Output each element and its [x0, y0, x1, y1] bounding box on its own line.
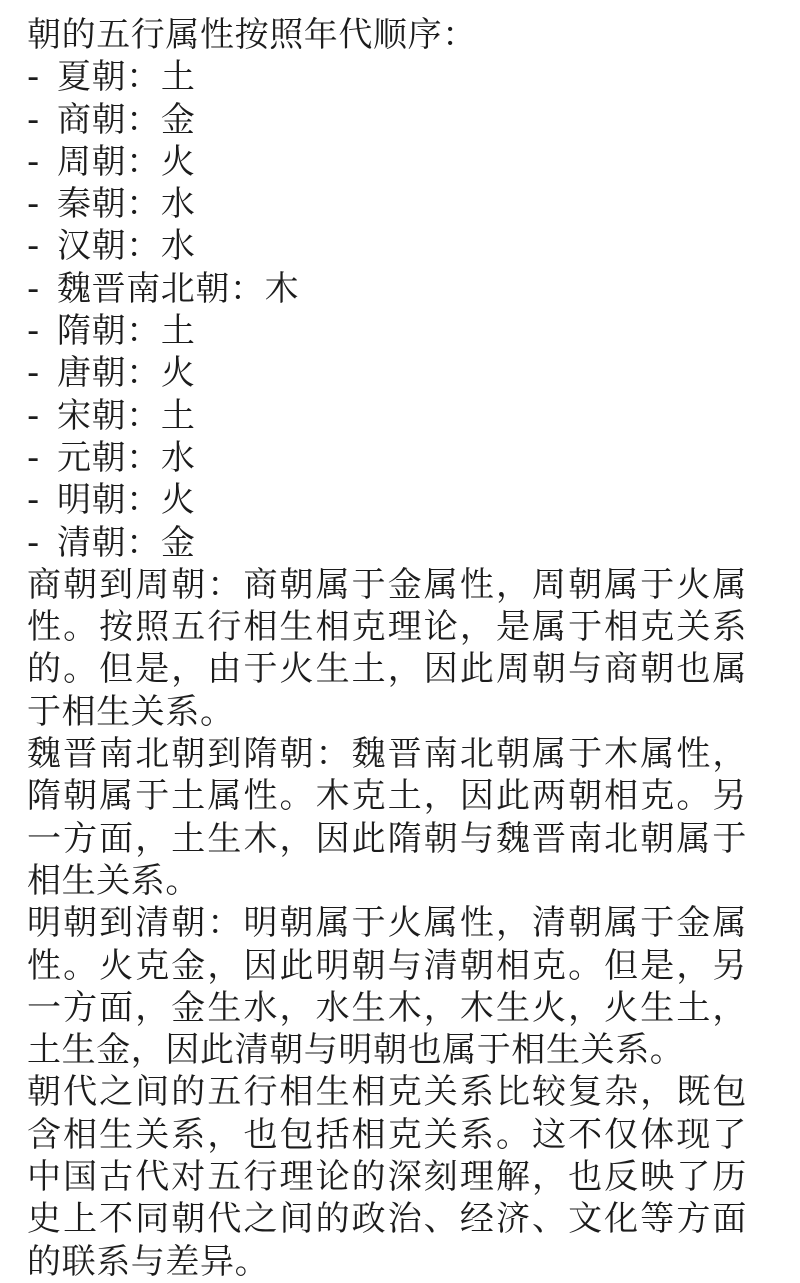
colon: ： — [126, 184, 161, 225]
heading: 朝的五行属性按照年代顺序： — [27, 15, 477, 55]
element-value: 土 — [160, 311, 196, 352]
element-value: 水 — [160, 226, 196, 267]
element-value: 金 — [160, 99, 196, 140]
list-item — [27, 225, 747, 267]
dynasty-name: 魏晋南北朝 — [57, 268, 230, 309]
colon: ： — [126, 141, 161, 182]
paragraph-weijin-sui: 魏晋南北朝到隋朝：魏晋南北朝属于木属性，隋朝属于土属性。木克土，因此两朝相克。另一方面，土生木，因此隋朝与魏晋南北朝属于相生关系。 — [27, 734, 747, 901]
bullet-dash: - — [27, 57, 40, 98]
list-item — [27, 141, 747, 183]
list-item — [27, 268, 747, 310]
bullet-dash: - — [27, 522, 40, 563]
paragraph-shang-zhou: 商朝到周朝：商朝属于金属性，周朝属于火属性。按照五行相生相克理论，是属于相克关系的。但是，由于火生土，因此周朝与商朝也属于相生关系。 — [27, 564, 747, 732]
list-item — [27, 99, 747, 141]
colon: ： — [126, 311, 161, 352]
dynasty-name: 明朝 — [57, 480, 127, 521]
element-value: 水 — [160, 184, 196, 225]
colon: ： — [126, 353, 161, 394]
bullet-dash: - — [27, 395, 40, 436]
dynasty-name: 元朝 — [57, 437, 127, 478]
dynasty-name: 宋朝 — [57, 395, 127, 436]
colon: ： — [126, 437, 161, 478]
bullet-dash: - — [27, 226, 40, 267]
colon: ： — [126, 99, 161, 140]
element-value: 木 — [264, 268, 300, 309]
element-value: 火 — [160, 141, 196, 182]
element-value: 土 — [160, 395, 196, 436]
paragraph-summary: 朝代之间的五行相生相克关系比较复杂，既包含相生关系，也包括相克关系。这不仅体现了中国古代对五行理论的深刻理解，也反映了历史上不同朝代之间的政治、经济、文化等方面的联系与差异。 — [27, 1072, 747, 1282]
colon: ： — [230, 268, 265, 309]
dynasty-name: 隋朝 — [57, 311, 127, 352]
bullet-dash: - — [27, 311, 40, 352]
colon: ： — [126, 480, 161, 521]
colon: ： — [126, 226, 161, 267]
colon: ： — [126, 57, 161, 98]
list-item — [27, 437, 747, 479]
element-value: 火 — [160, 480, 196, 521]
document-body — [27, 14, 747, 1283]
dynasty-name: 商朝 — [57, 99, 127, 140]
dynasty-name: 唐朝 — [57, 353, 127, 394]
dynasty-name: 周朝 — [57, 141, 127, 182]
element-value: 土 — [160, 57, 196, 98]
paragraph-ming-qing: 明朝到清朝：明朝属于火属性，清朝属于金属性。火克金，因此明朝与清朝相克。但是，另一方面，金生水，水生木，木生火，火生土，土生金，因此清朝与明朝也属于相生关系。 — [27, 903, 747, 1071]
bullet-dash: - — [27, 268, 40, 309]
element-value: 水 — [160, 437, 196, 478]
bullet-dash: - — [27, 99, 40, 140]
bullet-dash: - — [27, 437, 40, 478]
colon: ： — [126, 395, 161, 436]
list-item — [27, 395, 747, 437]
element-value: 火 — [160, 353, 196, 394]
bullet-dash: - — [27, 480, 40, 521]
list-item — [27, 479, 747, 521]
list-item — [27, 352, 747, 394]
bullet-dash: - — [27, 141, 40, 182]
dynasty-name: 汉朝 — [57, 226, 127, 267]
list-item — [27, 310, 747, 352]
list-item — [27, 56, 747, 98]
list-item — [27, 522, 747, 564]
bullet-dash: - — [27, 353, 40, 394]
element-value: 金 — [160, 522, 196, 563]
dynasty-list — [27, 56, 747, 564]
dynasty-name: 夏朝 — [57, 57, 127, 98]
colon: ： — [126, 522, 161, 563]
dynasty-name: 秦朝 — [57, 184, 127, 225]
bullet-dash: - — [27, 184, 40, 225]
list-item — [27, 183, 747, 225]
dynasty-name: 清朝 — [57, 522, 127, 563]
